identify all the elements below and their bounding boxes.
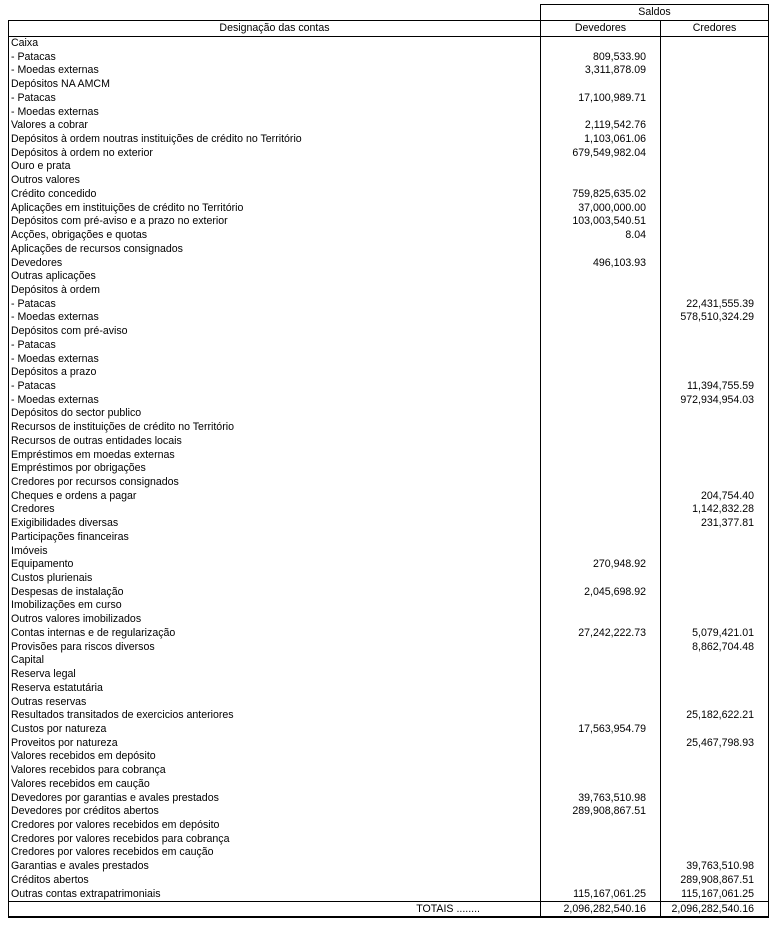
devedores-cell bbox=[541, 394, 661, 408]
header-blank-cell bbox=[9, 5, 541, 21]
credores-cell bbox=[661, 805, 769, 819]
account-name-cell: Depósitos a prazo bbox=[9, 366, 541, 380]
table-row bbox=[9, 229, 769, 243]
credores-cell bbox=[661, 833, 769, 847]
account-name-cell: Credores por valores recebidos para cobrança bbox=[9, 833, 541, 847]
account-name-cell: Valores recebidos em depósito bbox=[9, 750, 541, 764]
credores-cell bbox=[661, 64, 769, 78]
credores-cell bbox=[661, 421, 769, 435]
table-row bbox=[9, 517, 769, 531]
account-name-cell: Devedores por créditos abertos bbox=[9, 805, 541, 819]
account-name-cell: Depósitos do sector publico bbox=[9, 407, 541, 421]
account-name-cell: Credores por valores recebidos em caução bbox=[9, 846, 541, 860]
table-row bbox=[9, 380, 769, 394]
devedores-cell bbox=[541, 421, 661, 435]
table-row bbox=[9, 737, 769, 751]
account-name-cell: Proveitos por natureza bbox=[9, 737, 541, 751]
devedores-cell bbox=[541, 517, 661, 531]
devedores-cell: 1,103,061.06 bbox=[541, 133, 661, 147]
credores-cell bbox=[661, 778, 769, 792]
account-name-cell: - Patacas bbox=[9, 298, 541, 312]
credores-cell: 22,431,555.39 bbox=[661, 298, 769, 312]
devedores-cell bbox=[541, 833, 661, 847]
devedores-cell bbox=[541, 407, 661, 421]
devedores-cell bbox=[541, 613, 661, 627]
devedores-cell bbox=[541, 270, 661, 284]
account-name-cell: Crédito concedido bbox=[9, 188, 541, 202]
account-name-cell: Valores recebidos em caução bbox=[9, 778, 541, 792]
account-name-cell: Outros valores bbox=[9, 174, 541, 188]
credores-cell: 204,754.40 bbox=[661, 490, 769, 504]
table-row bbox=[9, 613, 769, 627]
account-name-cell: Credores bbox=[9, 503, 541, 517]
credores-cell bbox=[661, 572, 769, 586]
devedores-cell: 115,167,061.25 bbox=[541, 888, 661, 902]
devedores-cell: 679,549,982.04 bbox=[541, 147, 661, 161]
table-row bbox=[9, 298, 769, 312]
devedores-cell bbox=[541, 696, 661, 710]
totals-devedores: 2,096,282,540.16 bbox=[541, 902, 661, 918]
table-row bbox=[9, 64, 769, 78]
credores-cell bbox=[661, 449, 769, 463]
table-row bbox=[9, 366, 769, 380]
table-row bbox=[9, 476, 769, 490]
devedores-cell: 8.04 bbox=[541, 229, 661, 243]
account-name-cell: Recursos de outras entidades locais bbox=[9, 435, 541, 449]
devedores-cell: 27,242,222.73 bbox=[541, 627, 661, 641]
account-name-cell: Ouro e prata bbox=[9, 160, 541, 174]
credores-cell bbox=[661, 846, 769, 860]
credores-cell bbox=[661, 792, 769, 806]
credores-cell: 8,862,704.48 bbox=[661, 641, 769, 655]
credores-cell: 289,908,867.51 bbox=[661, 874, 769, 888]
table-row bbox=[9, 325, 769, 339]
credores-cell bbox=[661, 586, 769, 600]
account-name-cell: Imóveis bbox=[9, 545, 541, 559]
account-name-cell: - Moedas externas bbox=[9, 394, 541, 408]
table-row bbox=[9, 627, 769, 641]
devedores-cell: 37,000,000.00 bbox=[541, 202, 661, 216]
account-name-cell: Cheques e ordens a pagar bbox=[9, 490, 541, 504]
credores-cell bbox=[661, 682, 769, 696]
table-row bbox=[9, 133, 769, 147]
devedores-cell bbox=[541, 160, 661, 174]
totals-label: TOTAIS ........ bbox=[9, 902, 541, 918]
accounts-table bbox=[8, 4, 769, 918]
credores-cell bbox=[661, 37, 769, 51]
table-row bbox=[9, 531, 769, 545]
devedores-cell bbox=[541, 380, 661, 394]
table-row bbox=[9, 888, 769, 902]
devedores-cell bbox=[541, 490, 661, 504]
credores-cell bbox=[661, 202, 769, 216]
account-name-cell: Equipamento bbox=[9, 558, 541, 572]
devedores-cell bbox=[541, 860, 661, 874]
credores-cell bbox=[661, 78, 769, 92]
devedores-cell bbox=[541, 874, 661, 888]
account-name-cell: Garantias e avales prestados bbox=[9, 860, 541, 874]
devedores-cell bbox=[541, 503, 661, 517]
credores-header: Credores bbox=[661, 21, 769, 37]
credores-cell bbox=[661, 696, 769, 710]
account-name-cell: Outros valores imobilizados bbox=[9, 613, 541, 627]
account-name-cell: Empréstimos em moedas externas bbox=[9, 449, 541, 463]
devedores-cell: 809,533.90 bbox=[541, 51, 661, 65]
credores-cell bbox=[661, 531, 769, 545]
credores-cell: 1,142,832.28 bbox=[661, 503, 769, 517]
devedores-cell: 17,100,989.71 bbox=[541, 92, 661, 106]
credores-cell bbox=[661, 51, 769, 65]
credores-cell bbox=[661, 229, 769, 243]
table-row bbox=[9, 846, 769, 860]
table-row bbox=[9, 394, 769, 408]
account-name-cell: Resultados transitados de exercicios anteriores bbox=[9, 709, 541, 723]
table-row bbox=[9, 572, 769, 586]
table-row bbox=[9, 78, 769, 92]
designacao-header: Designação das contas bbox=[9, 21, 541, 37]
table-row bbox=[9, 874, 769, 888]
credores-cell bbox=[661, 545, 769, 559]
account-name-cell: Outras contas extrapatrimoniais bbox=[9, 888, 541, 902]
devedores-cell: 496,103.93 bbox=[541, 257, 661, 271]
account-name-cell: - Moedas externas bbox=[9, 311, 541, 325]
table-row bbox=[9, 188, 769, 202]
table-row bbox=[9, 833, 769, 847]
account-name-cell: Valores recebidos para cobrança bbox=[9, 764, 541, 778]
credores-cell bbox=[661, 147, 769, 161]
balance-sheet bbox=[8, 4, 768, 918]
table-row bbox=[9, 37, 769, 51]
saldos-header: Saldos bbox=[541, 5, 769, 21]
account-name-cell: Reserva legal bbox=[9, 668, 541, 682]
credores-cell bbox=[661, 599, 769, 613]
table-row bbox=[9, 407, 769, 421]
account-name-cell: - Moedas externas bbox=[9, 64, 541, 78]
devedores-cell bbox=[541, 243, 661, 257]
devedores-cell bbox=[541, 37, 661, 51]
devedores-cell bbox=[541, 654, 661, 668]
credores-cell bbox=[661, 106, 769, 120]
table-row bbox=[9, 490, 769, 504]
devedores-cell bbox=[541, 449, 661, 463]
devedores-cell bbox=[541, 599, 661, 613]
account-name-cell: Aplicações em instituições de crédito no Território bbox=[9, 202, 541, 216]
devedores-cell bbox=[541, 476, 661, 490]
account-name-cell: Credores por recursos consignados bbox=[9, 476, 541, 490]
account-name-cell: Contas internas e de regularização bbox=[9, 627, 541, 641]
credores-cell: 972,934,954.03 bbox=[661, 394, 769, 408]
credores-cell bbox=[661, 723, 769, 737]
devedores-cell bbox=[541, 284, 661, 298]
devedores-cell: 2,045,698.92 bbox=[541, 586, 661, 600]
devedores-cell bbox=[541, 572, 661, 586]
credores-cell bbox=[661, 764, 769, 778]
devedores-cell bbox=[541, 668, 661, 682]
account-name-cell: Depósitos à ordem noutras instituições de crédito no Território bbox=[9, 133, 541, 147]
account-name-cell: Acções, obrigações e quotas bbox=[9, 229, 541, 243]
table-row bbox=[9, 435, 769, 449]
table-row bbox=[9, 160, 769, 174]
account-name-cell: Créditos abertos bbox=[9, 874, 541, 888]
table-row bbox=[9, 654, 769, 668]
account-name-cell: Empréstimos por obrigações bbox=[9, 462, 541, 476]
devedores-cell bbox=[541, 106, 661, 120]
credores-cell: 11,394,755.59 bbox=[661, 380, 769, 394]
account-name-cell: Custos por natureza bbox=[9, 723, 541, 737]
devedores-cell bbox=[541, 682, 661, 696]
devedores-cell bbox=[541, 353, 661, 367]
credores-cell bbox=[661, 613, 769, 627]
devedores-cell bbox=[541, 545, 661, 559]
account-name-cell: Provisões para riscos diversos bbox=[9, 641, 541, 655]
account-name-cell: - Patacas bbox=[9, 92, 541, 106]
devedores-cell: 270,948.92 bbox=[541, 558, 661, 572]
credores-cell bbox=[661, 174, 769, 188]
devedores-cell bbox=[541, 641, 661, 655]
table-row bbox=[9, 860, 769, 874]
account-name-cell: Depósitos à ordem no exterior bbox=[9, 147, 541, 161]
table-row bbox=[9, 215, 769, 229]
credores-cell: 39,763,510.98 bbox=[661, 860, 769, 874]
credores-cell bbox=[661, 462, 769, 476]
credores-cell bbox=[661, 435, 769, 449]
table-row bbox=[9, 257, 769, 271]
devedores-cell: 3,311,878.09 bbox=[541, 64, 661, 78]
devedores-cell bbox=[541, 311, 661, 325]
table-row bbox=[9, 792, 769, 806]
devedores-cell bbox=[541, 339, 661, 353]
devedores-cell bbox=[541, 737, 661, 751]
devedores-cell: 759,825,635.02 bbox=[541, 188, 661, 202]
totals-row bbox=[9, 902, 769, 918]
credores-cell: 115,167,061.25 bbox=[661, 888, 769, 902]
credores-cell bbox=[661, 558, 769, 572]
credores-cell bbox=[661, 325, 769, 339]
devedores-cell bbox=[541, 174, 661, 188]
credores-cell bbox=[661, 476, 769, 490]
header-row-saldos bbox=[9, 5, 769, 21]
table-row bbox=[9, 682, 769, 696]
table-row bbox=[9, 586, 769, 600]
credores-cell bbox=[661, 119, 769, 133]
table-row bbox=[9, 558, 769, 572]
table-row bbox=[9, 764, 769, 778]
table-row bbox=[9, 545, 769, 559]
header-row-columns bbox=[9, 21, 769, 37]
table-row bbox=[9, 119, 769, 133]
account-name-cell: Aplicações de recursos consignados bbox=[9, 243, 541, 257]
credores-cell bbox=[661, 407, 769, 421]
table-row bbox=[9, 421, 769, 435]
table-row bbox=[9, 819, 769, 833]
account-name-cell: Valores a cobrar bbox=[9, 119, 541, 133]
credores-cell bbox=[661, 243, 769, 257]
devedores-cell bbox=[541, 366, 661, 380]
table-row bbox=[9, 668, 769, 682]
credores-cell bbox=[661, 819, 769, 833]
devedores-header: Devedores bbox=[541, 21, 661, 37]
table-row bbox=[9, 92, 769, 106]
devedores-cell bbox=[541, 462, 661, 476]
credores-cell bbox=[661, 133, 769, 147]
devedores-cell: 39,763,510.98 bbox=[541, 792, 661, 806]
account-name-cell: - Patacas bbox=[9, 380, 541, 394]
table-row bbox=[9, 339, 769, 353]
table-row bbox=[9, 243, 769, 257]
account-name-cell: Credores por valores recebidos em depósito bbox=[9, 819, 541, 833]
account-name-cell: - Patacas bbox=[9, 339, 541, 353]
devedores-cell bbox=[541, 298, 661, 312]
devedores-cell bbox=[541, 531, 661, 545]
devedores-cell bbox=[541, 78, 661, 92]
totals-credores: 2,096,282,540.16 bbox=[661, 902, 769, 918]
credores-cell bbox=[661, 284, 769, 298]
credores-cell bbox=[661, 366, 769, 380]
devedores-cell: 289,908,867.51 bbox=[541, 805, 661, 819]
credores-cell: 25,467,798.93 bbox=[661, 737, 769, 751]
account-name-cell: Despesas de instalação bbox=[9, 586, 541, 600]
devedores-cell bbox=[541, 846, 661, 860]
account-name-cell: Exigibilidades diversas bbox=[9, 517, 541, 531]
account-name-cell: Depósitos com pré-aviso bbox=[9, 325, 541, 339]
devedores-cell: 17,563,954.79 bbox=[541, 723, 661, 737]
devedores-cell bbox=[541, 325, 661, 339]
account-name-cell: Custos plurienais bbox=[9, 572, 541, 586]
table-row bbox=[9, 805, 769, 819]
account-name-cell: Participações financeiras bbox=[9, 531, 541, 545]
devedores-cell bbox=[541, 819, 661, 833]
devedores-cell bbox=[541, 778, 661, 792]
table-row bbox=[9, 750, 769, 764]
table-row bbox=[9, 202, 769, 216]
account-name-cell: Outras aplicações bbox=[9, 270, 541, 284]
table-row bbox=[9, 503, 769, 517]
credores-cell bbox=[661, 750, 769, 764]
credores-cell bbox=[661, 654, 769, 668]
table-row bbox=[9, 311, 769, 325]
devedores-cell bbox=[541, 764, 661, 778]
table-row bbox=[9, 462, 769, 476]
account-name-cell: - Moedas externas bbox=[9, 106, 541, 120]
table-row bbox=[9, 641, 769, 655]
account-name-cell: Capital bbox=[9, 654, 541, 668]
credores-cell bbox=[661, 215, 769, 229]
credores-cell: 25,182,622.21 bbox=[661, 709, 769, 723]
table-row bbox=[9, 270, 769, 284]
table-row bbox=[9, 778, 769, 792]
credores-cell bbox=[661, 92, 769, 106]
credores-cell: 231,377.81 bbox=[661, 517, 769, 531]
table-row bbox=[9, 599, 769, 613]
account-name-cell: - Patacas bbox=[9, 51, 541, 65]
devedores-cell bbox=[541, 435, 661, 449]
account-name-cell: Imobilizações em curso bbox=[9, 599, 541, 613]
table-row bbox=[9, 696, 769, 710]
table-row bbox=[9, 723, 769, 737]
table-row bbox=[9, 284, 769, 298]
credores-cell bbox=[661, 353, 769, 367]
credores-cell bbox=[661, 668, 769, 682]
account-name-cell: Devedores por garantias e avales prestados bbox=[9, 792, 541, 806]
credores-cell bbox=[661, 188, 769, 202]
account-name-cell: Caixa bbox=[9, 37, 541, 51]
credores-cell bbox=[661, 257, 769, 271]
devedores-cell: 103,003,540.51 bbox=[541, 215, 661, 229]
account-name-cell: - Moedas externas bbox=[9, 353, 541, 367]
table-row bbox=[9, 449, 769, 463]
table-row bbox=[9, 51, 769, 65]
credores-cell bbox=[661, 270, 769, 284]
account-name-cell: Depósitos NA AMCM bbox=[9, 78, 541, 92]
credores-cell: 578,510,324.29 bbox=[661, 311, 769, 325]
account-name-cell: Reserva estatutária bbox=[9, 682, 541, 696]
table-row bbox=[9, 147, 769, 161]
credores-cell bbox=[661, 160, 769, 174]
credores-cell: 5,079,421.01 bbox=[661, 627, 769, 641]
table-row bbox=[9, 353, 769, 367]
account-name-cell: Devedores bbox=[9, 257, 541, 271]
table-row bbox=[9, 709, 769, 723]
devedores-cell: 2,119,542.76 bbox=[541, 119, 661, 133]
account-name-cell: Depósitos à ordem bbox=[9, 284, 541, 298]
account-name-cell: Depósitos com pré-aviso e a prazo no exterior bbox=[9, 215, 541, 229]
credores-cell bbox=[661, 339, 769, 353]
account-name-cell: Outras reservas bbox=[9, 696, 541, 710]
table-row bbox=[9, 106, 769, 120]
devedores-cell bbox=[541, 750, 661, 764]
devedores-cell bbox=[541, 709, 661, 723]
table-row bbox=[9, 174, 769, 188]
account-name-cell: Recursos de instituições de crédito no Território bbox=[9, 421, 541, 435]
